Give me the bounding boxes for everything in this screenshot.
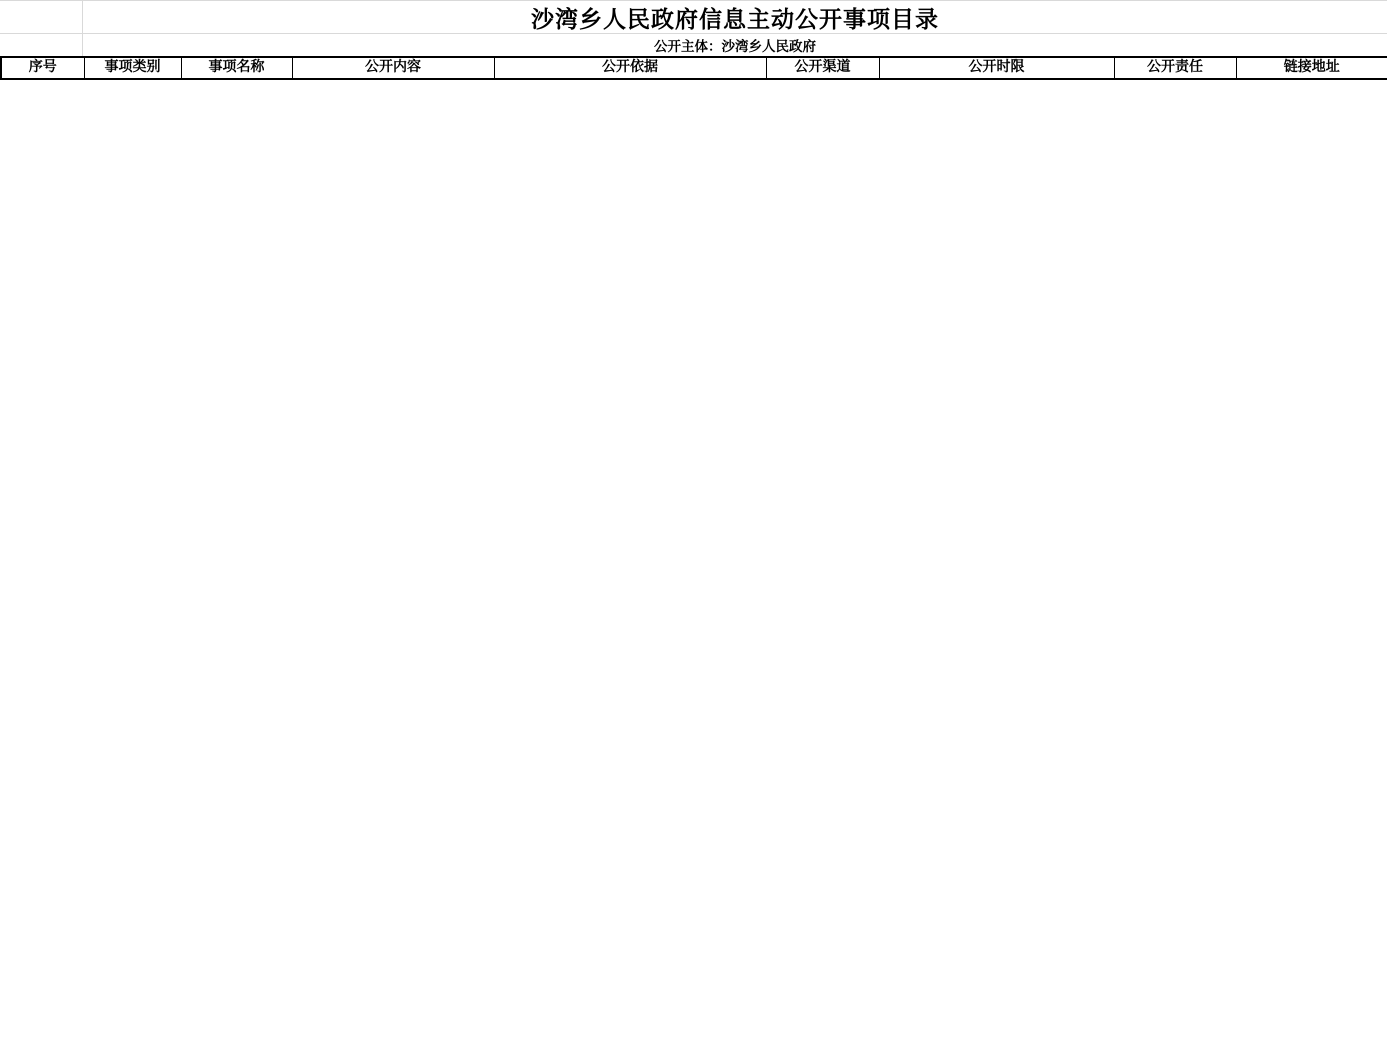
column-header-channel: 公开渠道 [766,57,879,79]
title-block [0,0,1387,56]
header-row [1,57,1387,79]
subtitle-row [0,34,1387,56]
corner-cell [0,1,83,33]
column-header-serial: 序号 [1,57,84,79]
column-header-deadline: 公开时限 [879,57,1114,79]
column-header-category: 事项类别 [84,57,181,79]
column-header-duty: 公开责任 [1114,57,1236,79]
column-header-content: 公开内容 [292,57,494,79]
page-title: 沙湾乡人民政府信息主动公开事项目录 [531,6,939,32]
corner-cell [0,34,83,56]
column-header-link: 链接地址 [1236,57,1387,79]
title-row [0,1,1387,34]
column-header-item-name: 事项名称 [181,57,292,79]
page-subtitle: 公开主体：沙湾乡人民政府 [654,39,816,54]
disclosure-table [0,56,1387,80]
column-header-basis: 公开依据 [494,57,766,79]
